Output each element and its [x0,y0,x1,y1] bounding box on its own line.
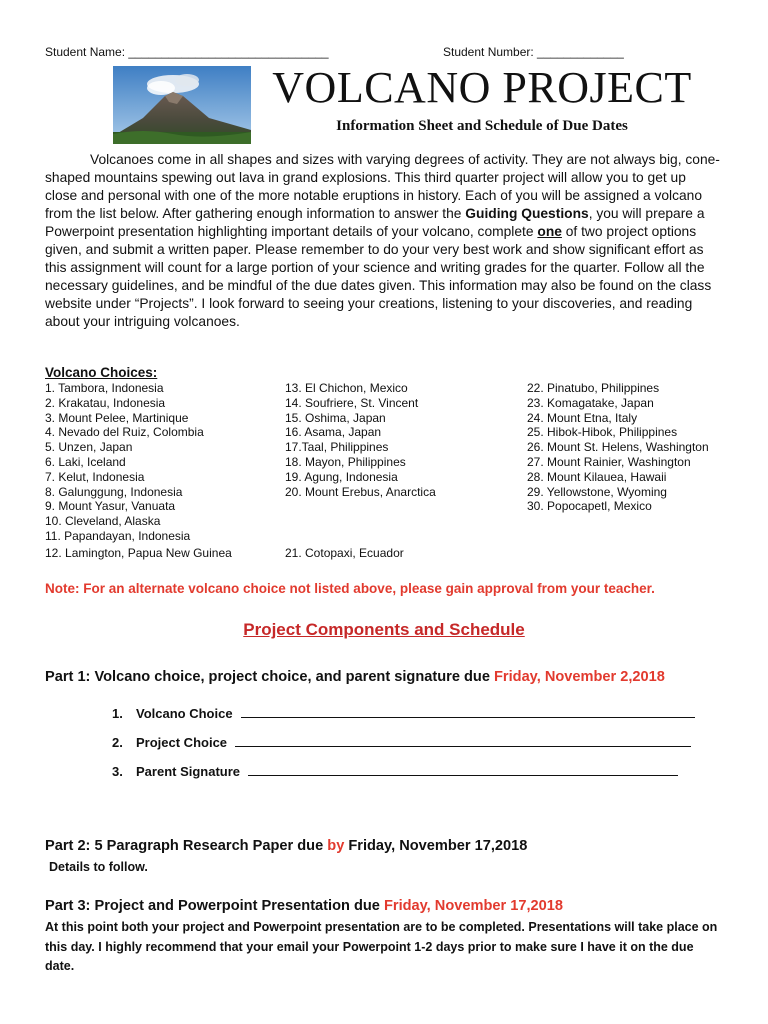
list-item: 17.Taal, Philippines [285,440,389,455]
volcano-choice-line [112,705,695,721]
list-item: 9. Mount Yasur, Vanuata [45,499,176,514]
volcano-list-column-3 [527,381,709,514]
list-item: 1. Tambora, Indonesia [45,381,164,395]
list-item: 24. Mount Etna, Italy [527,410,638,425]
intro-paragraph [45,151,721,331]
list-item: 25. Hibok-Hibok, Philippines [527,425,678,440]
volcano-list-column-1 [45,381,204,544]
part-3-text: Part 3: Project and Powerpoint Presentation due [45,898,384,914]
list-item: 29. Yellowstone, Wyoming [527,484,667,499]
item-label: Volcano Choice [136,706,233,721]
item-number: 2. [112,735,123,750]
part-2-text: Part 2: 5 Paragraph Research Paper due [45,838,328,854]
page-title: VOLCANO PROJECT [272,63,692,112]
part-2-due-date: Friday, November 17,2018 [344,838,528,854]
list-item: 19. Agung, Indonesia [285,469,398,484]
list-item: 6. Laki, Iceland [45,454,126,469]
list-item: 26. Mount St. Helens, Washington [527,440,709,455]
list-item: 15. Oshima, Japan [285,410,386,425]
part-2-by: by [327,838,345,854]
part-3-heading [45,898,563,914]
part-3-due-date: Friday, November 17,2018 [383,898,563,914]
volcano-choices-heading: Volcano Choices: [45,365,158,380]
item-number: 3. [112,764,123,779]
list-item: 12. Lamington, Papua New Guinea [45,546,232,560]
list-item: 20. Mount Erebus, Anarctica [285,484,436,499]
guiding-questions-text: Guiding Questions [465,206,589,221]
list-item: 30. Popocapetl, Mexico [527,499,652,514]
part-3-detail: At this point both your project and Powerpoint presentation are to be completed. Presentations will take place on this day. I highly recommend that your email your Powerpoint 1-2 days prior to make sure I have it on the due date. [45,920,718,973]
project-choice-line [112,734,691,750]
student-number-field: Student Number: _____________ [443,45,624,59]
list-item: 27. Mount Rainier, Washington [527,454,691,469]
list-item: 11. Papandayan, Indonesia [45,528,191,543]
list-item: 3. Mount Pelee, Martinique [45,410,189,425]
volcano-photo [113,66,251,144]
student-name-field: Student Name: ______________________________ [45,45,329,59]
intro-text-1: Volcanoes come in all shapes and sizes with varying degrees of activity. They are not always big, cone-shaped mountains spewing out lava in grand explosions. This third quarter project will allow you to get up close and personal with one of the more notable eruptions in history. Each of you will be assigned a volcano from the list below. After gathering enough information to answer the [45,152,720,221]
alternate-choice-note: Note: For an alternate volcano choice not listed above, please gain approval from your teacher. [45,581,655,596]
list-item: 22. Pinatubo, Philippines [527,381,660,395]
part-2-detail: Details to follow. [49,860,148,874]
part-1-due-date: Friday, November 2,2018 [494,669,665,685]
list-item: 5. Unzen, Japan [45,440,133,455]
list-item: 21. Cotopaxi, Ecuador [285,546,404,560]
part-2-heading [45,838,527,854]
item-label: Project Choice [136,735,228,750]
intro-text-3: of two project options given, and submit a written paper. Please remember to do your very best work and show significant effort as this assignment will count for a large portion of your science and writing grades for the quarter. Follow all the necessary guidelines, and be mindful of the due dates given. This information may also be found on the class website under “Projects”. I look forward to seeing your creations, listening to your discoveries, and reading about your intriguing volcanoes. [45,224,712,329]
list-item: 4. Nevado del Ruiz, Colombia [45,425,204,440]
intro-text-2: , you will prepare a Powerpoint presentation highlighting important details of your volcano, complete [45,206,705,239]
item-number: 1. [112,706,123,721]
list-item: 14. Soufriere, St. Vincent [285,395,419,410]
parent-signature-blank[interactable] [248,763,678,776]
schedule-heading: Project Components and Schedule [243,620,525,639]
list-item: 10. Cleveland, Alaska [45,514,161,529]
item-label: Parent Signature [136,764,241,779]
list-item: 2. Krakatau, Indonesia [45,395,166,410]
parent-signature-line [112,763,678,779]
list-item: 23. Komagatake, Japan [527,395,654,410]
list-item: 8. Galunggung, Indonesia [45,484,183,499]
project-choice-blank[interactable] [235,734,691,747]
list-item: 7. Kelut, Indonesia [45,469,145,484]
part-1-heading [45,669,665,685]
part-1-text: Part 1: Volcano choice, project choice, and parent signature due [45,669,494,685]
volcano-list-column-2 [285,381,436,499]
list-item: 13. El Chichon, Mexico [285,381,408,395]
volcano-choice-blank[interactable] [241,705,695,718]
one-emphasis: one [537,224,562,239]
page-subtitle: Information Sheet and Schedule of Due Dates [336,118,628,134]
list-item: 18. Mayon, Philippines [285,454,406,469]
list-item: 16. Asama, Japan [285,425,382,440]
list-item: 28. Mount Kilauea, Hawaii [527,469,667,484]
